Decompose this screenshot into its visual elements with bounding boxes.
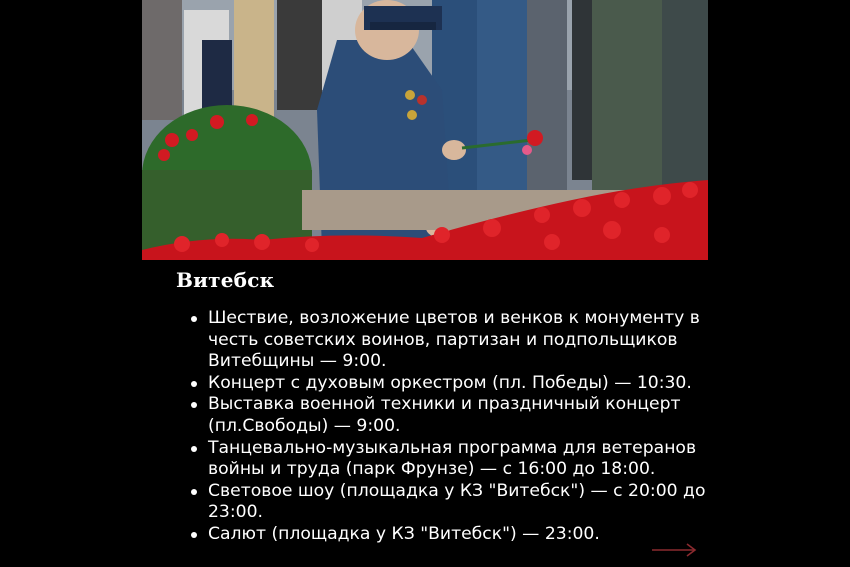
memorial-photo xyxy=(142,0,708,260)
city-heading: Витебск xyxy=(176,268,275,292)
photo-illustration xyxy=(142,0,708,260)
list-item: Салют (площадка у КЗ "Витебск") — 23:00. xyxy=(208,524,708,546)
list-item: Танцевально-музыкальная программа для ветеранов войны и труда (парк Фрунзе) — с 16:00 до 18:00. xyxy=(208,438,708,481)
list-item: Выставка военной техники и праздничный концерт (пл.Свободы) — 9:00. xyxy=(208,394,708,437)
list-item: Шествие, возложение цветов и венков к монументу в честь советских воинов, партизан и подпольщиков Витебщины — 9:00. xyxy=(208,308,708,373)
event-list xyxy=(208,308,708,546)
list-item: Световое шоу (площадка у КЗ "Витебск") — с 20:00 до 23:00. xyxy=(208,481,708,524)
list-item: Концерт с духовым оркестром (пл. Победы) — 10:30. xyxy=(208,373,708,395)
arrow-right-icon[interactable] xyxy=(651,542,697,558)
